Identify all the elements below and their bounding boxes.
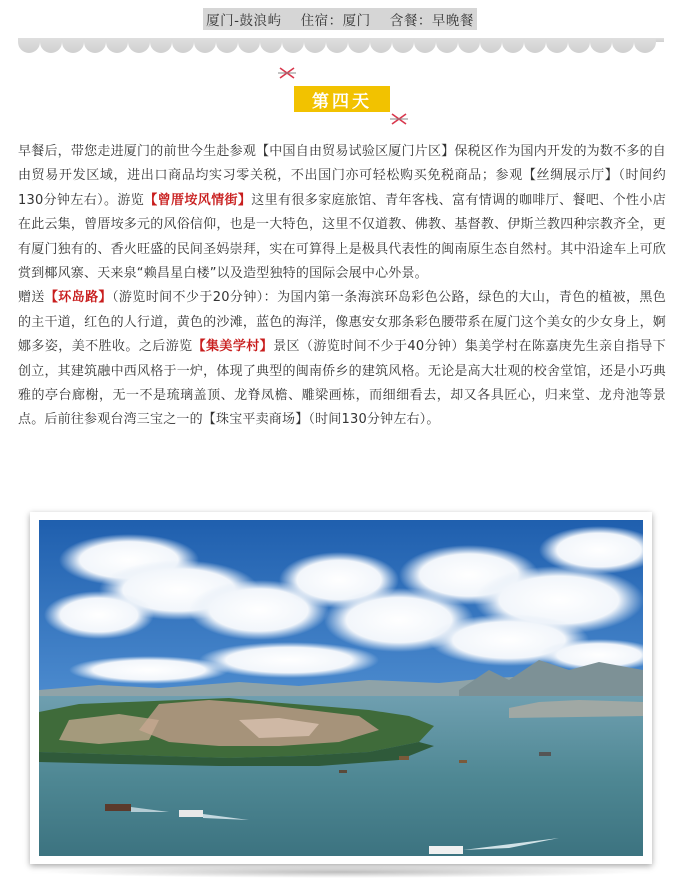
cross-decoration-icon — [278, 66, 296, 80]
text-run: 早餐后，带您走进厦门的前世今生赴参观【中国自由贸易试验区厦门片区】保税区作为国内开发的为数不多的自由贸易开发区域，进出口商品均实习零关税，不出国门亦可轻松购买免税商品；参观【丝绸展示厅】（时间约130分钟左右）。游览 — [18, 144, 666, 208]
itinerary-paragraph-2 — [18, 286, 666, 432]
highlight-huandaolu: 【环岛路】 — [44, 290, 112, 306]
gulangyu-island-aerial-photo — [39, 520, 643, 856]
photo-shadow — [40, 866, 642, 878]
day-badge: 第四天 — [294, 86, 390, 112]
itinerary-paragraph-1 — [18, 140, 666, 286]
day-title-block — [272, 62, 412, 134]
text-run: 赠送 — [18, 290, 45, 306]
highlight-zengcuoan: 【曾厝垵风情街】 — [144, 192, 252, 208]
itinerary-text — [18, 140, 666, 433]
photo-frame — [30, 512, 652, 864]
text-run: 景区（游览时间不少于40分钟）集美学村在陈嘉庚先生亲自指导下创立，其建筑融中西风格于一炉，体现了典型的闽南侨乡的建筑风格。无论是高大壮观的校舍堂馆，还是小巧典雅的亭台廊榭，无一不是琉璃盖顶、龙脊凤檐、雕梁画栋，而细细看去，却又各具匠心，归来堂、龙舟池等景点。后前往参观台湾三宝之一的【珠宝平卖商场】（时间130分钟左右）。 — [18, 339, 666, 428]
highlight-jimei: 【集美学村】 — [192, 339, 274, 355]
trip-header: 厦门-鼓浪屿 住宿：厦门 含餐：早晚餐 — [203, 8, 477, 30]
scallop-border — [18, 36, 664, 58]
cross-decoration-icon — [390, 112, 408, 126]
text-run: （游览时间不少于20分钟）：为国内第一条海滨环岛彩色公路，绿色的大山，青色的植被，黑色的主干道，红色的人行道，黄色的沙滩，蓝色的海洋，像惠安女那条彩色腰带系在厦门这个美女的少女身上，婀娜多姿，美不胜收。之后游览 — [18, 290, 666, 355]
text-run: 这里有很多家庭旅馆、青年客栈、富有情调的咖啡厅、餐吧、个性小店在此云集，曾厝垵多元的风俗信仰，也是一大特色，这里不仅道教、佛教、基督教、伊斯兰教四种宗教齐全，更有厦门独有的、香火旺盛的民间圣妈崇拜，实在可算得上是极具代表性的闽南原生态自然村。其中沿途车上可欣赏到椰风寨、天来泉“赖昌星白楼”以及造型独特的国际会展中心外景。 — [18, 192, 667, 282]
